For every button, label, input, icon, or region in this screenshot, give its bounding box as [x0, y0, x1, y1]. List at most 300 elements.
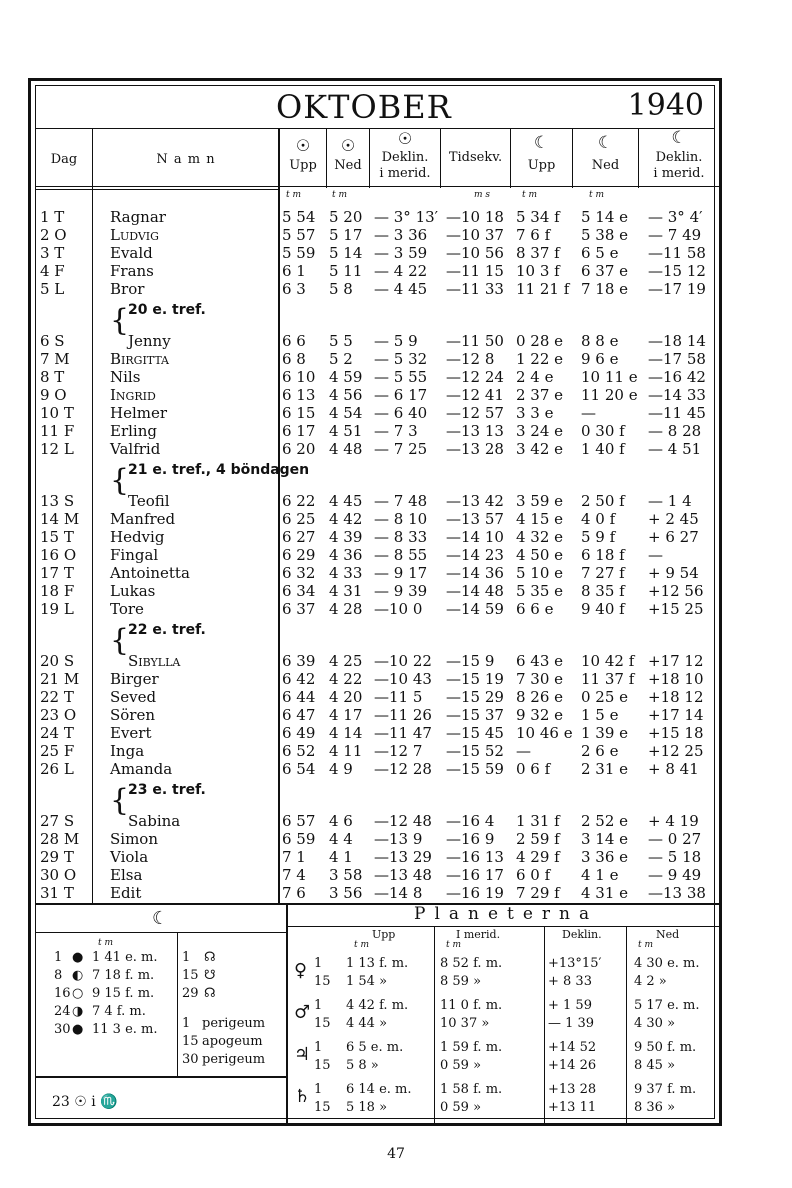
sun-declination: — 5 55 [374, 368, 428, 386]
col-moon-deklin: Deklin. [655, 150, 703, 165]
phase-date: 8 [54, 968, 63, 983]
day-label: 19 L [40, 600, 74, 618]
planet-date: 1 [314, 998, 323, 1013]
day-label: 11 F [40, 422, 75, 440]
calendar-inner [35, 85, 715, 1119]
moon-set: 3 14 e [581, 830, 629, 848]
sun-rise: 6 20 [282, 440, 316, 458]
sun-declination: — 6 40 [374, 404, 428, 422]
sun-declination: —13 9 [374, 830, 423, 848]
divider [36, 903, 720, 905]
day-row [36, 244, 720, 262]
moon-set: — [581, 404, 596, 422]
day-row [36, 440, 720, 458]
sun-declination: —13 48 [374, 866, 432, 884]
moon-declination: +15 18 [648, 724, 704, 742]
sun-set: 4 9 [329, 760, 353, 778]
node-icon: ☊ [204, 986, 216, 1001]
equation-of-time: —13 42 [446, 492, 504, 510]
name-of-day: Ingrid [110, 386, 156, 404]
divider [626, 926, 627, 1124]
day-row [36, 226, 720, 244]
sun-rise: 6 1 [282, 262, 306, 280]
moon-icon: ☾ [597, 133, 614, 153]
unit-label: t m [286, 190, 302, 200]
sun-declination: —12 7 [374, 742, 423, 760]
moon-declination: —15 12 [648, 262, 706, 280]
moon-phase-icon: ◑ [72, 1004, 84, 1019]
sun-rise: 6 29 [282, 546, 316, 564]
sun-rise: 6 17 [282, 422, 316, 440]
moon-declination: —11 45 [648, 404, 706, 422]
sun-set: 5 2 [329, 350, 353, 368]
day-label: 14 M [40, 510, 80, 528]
planet-declination: +14 52 [548, 1040, 597, 1055]
node-date: 15 [182, 968, 199, 983]
planet-meridian: 1 59 f. m. [440, 1040, 503, 1055]
sun-set: 5 8 [329, 280, 353, 298]
day-label: 4 F [40, 262, 65, 280]
day-label: 10 T [40, 404, 74, 422]
col-moon-deklin-merid: i merid. [653, 166, 705, 181]
moon-declination: — 4 51 [648, 440, 702, 458]
moon-rise: 11 21 f [516, 280, 570, 298]
name-of-day: Simon [110, 830, 158, 848]
moon-declination: + 4 19 [648, 812, 699, 830]
name-of-day: Frans [110, 262, 154, 280]
sun-rise: 7 1 [282, 848, 306, 866]
moon-rise: 3 59 e [516, 492, 564, 510]
sun-declination: — 8 10 [374, 510, 428, 528]
day-label: 8 T [40, 368, 65, 386]
equation-of-time: —16 9 [446, 830, 495, 848]
planet-date: 15 [314, 1016, 331, 1031]
unit-label: t m [332, 190, 348, 200]
planet-date: 1 [314, 956, 323, 971]
equation-of-time: —16 13 [446, 848, 504, 866]
moon-set: 9 40 f [581, 600, 625, 618]
equation-of-time: —12 41 [446, 386, 504, 404]
phase-date: 30 [54, 1022, 71, 1037]
day-row [36, 812, 720, 830]
moon-rise: 0 6 f [516, 760, 551, 778]
name-of-day: Birger [110, 670, 159, 688]
moon-set: 6 5 e [581, 244, 619, 262]
moon-icon: ☾ [152, 908, 169, 929]
day-row [36, 350, 720, 368]
col-tidsekv: Tidsekv. [448, 150, 503, 165]
moon-rise: 3 42 e [516, 440, 564, 458]
unit-label: t m [98, 938, 114, 948]
moon-set: 6 18 f [581, 546, 625, 564]
sun-declination: — 4 45 [374, 280, 428, 298]
equation-of-time: —10 18 [446, 208, 504, 226]
planet-declination: + 1 59 [548, 998, 592, 1013]
moon-declination: + 6 27 [648, 528, 699, 546]
name-of-day: Ragnar [110, 208, 166, 226]
moon-icon: ☾ [533, 133, 550, 153]
sun-set: 4 45 [329, 492, 363, 510]
sun-declination: —13 29 [374, 848, 432, 866]
planet-set: 5 17 e. m. [634, 998, 700, 1013]
moon-set: 5 38 e [581, 226, 629, 244]
sun-declination: — 8 55 [374, 546, 428, 564]
moon-declination: —14 33 [648, 386, 706, 404]
day-row [36, 510, 720, 528]
moon-set: 10 42 f [581, 652, 635, 670]
brace-glyph: { [110, 783, 130, 818]
day-label: 24 T [40, 724, 74, 742]
equation-of-time: —15 37 [446, 706, 504, 724]
phase-time: 9 15 f. m. [92, 986, 155, 1001]
unit-label: m s [474, 190, 491, 200]
moon-set: 7 18 e [581, 280, 629, 298]
moon-declination: —18 14 [648, 332, 706, 350]
sun-declination: — 3 36 [374, 226, 428, 244]
sun-set: 5 20 [329, 208, 363, 226]
sun-rise: 6 54 [282, 760, 316, 778]
brace-glyph: { [110, 623, 130, 658]
name-of-day: Viola [110, 848, 149, 866]
planet-rise: 6 5 e. m. [346, 1040, 404, 1055]
moon-rise: 6 6 e [516, 600, 554, 618]
sun-rise: 6 42 [282, 670, 316, 688]
sun-set: 4 56 [329, 386, 363, 404]
equation-of-time: —15 29 [446, 688, 504, 706]
sun-declination: —12 28 [374, 760, 432, 778]
name-of-day: Sibylla [128, 652, 181, 670]
moon-set: 4 31 e [581, 884, 629, 902]
moon-set: 1 5 e [581, 706, 619, 724]
name-of-day: Fingal [110, 546, 159, 564]
divider [36, 932, 286, 933]
sun-rise: 7 6 [282, 884, 306, 902]
moon-declination: + 9 54 [648, 564, 699, 582]
day-row [36, 546, 720, 564]
equation-of-time: —14 10 [446, 528, 504, 546]
sun-declination: —11 47 [374, 724, 432, 742]
name-of-day: Lukas [110, 582, 156, 600]
moon-rise: 2 37 e [516, 386, 564, 404]
sun-rise: 6 49 [282, 724, 316, 742]
moon-rise: 9 32 e [516, 706, 564, 724]
day-label: 21 M [40, 670, 80, 688]
moon-rise: 1 22 e [516, 350, 564, 368]
moon-set: 5 9 f [581, 528, 616, 546]
day-row [36, 262, 720, 280]
day-row [36, 760, 720, 778]
sun-set: 4 11 [329, 742, 363, 760]
name-of-day: Edit [110, 884, 142, 902]
day-label: 31 T [40, 884, 74, 902]
equation-of-time: —14 59 [446, 600, 504, 618]
col-dag: Dag [50, 152, 78, 167]
planet-set: 4 30 » [634, 1016, 676, 1031]
planet-rise: 5 8 » [346, 1058, 379, 1073]
unit-label: t m [638, 940, 654, 950]
equation-of-time: —11 50 [446, 332, 504, 350]
sun-rise: 6 22 [282, 492, 316, 510]
divider [286, 903, 288, 1124]
day-label: 26 L [40, 760, 74, 778]
brace-glyph: { [110, 303, 130, 338]
sun-rise: 6 59 [282, 830, 316, 848]
moon-declination: + 8 41 [648, 760, 699, 778]
distance-label: perigeum [202, 1016, 266, 1031]
brace-glyph: { [110, 463, 130, 498]
day-label: 2 O [40, 226, 67, 244]
name-of-day: Helmer [110, 404, 168, 422]
page-number: 47 [387, 1146, 405, 1162]
sun-rise: 6 10 [282, 368, 316, 386]
name-of-day: Hedvig [110, 528, 165, 546]
day-row [36, 866, 720, 884]
day-label: 17 T [40, 564, 74, 582]
sun-rise: 6 57 [282, 812, 316, 830]
sun-declination: —10 43 [374, 670, 432, 688]
sun-rise: 5 54 [282, 208, 316, 226]
sun-rise: 6 37 [282, 600, 316, 618]
phase-time: 11 3 e. m. [92, 1022, 158, 1037]
moon-set: 7 27 f [581, 564, 625, 582]
moon-declination: —17 58 [648, 350, 706, 368]
sun-set: 5 5 [329, 332, 353, 350]
name-of-day: Antoinetta [110, 564, 190, 582]
planet-rise: 6 14 e. m. [346, 1082, 412, 1097]
sign-entry: 23 ☉ i ♏ [52, 1094, 118, 1110]
planet-declination: + 8 33 [548, 974, 592, 989]
moon-declination: +17 12 [648, 652, 704, 670]
day-label: 30 O [40, 866, 77, 884]
planet-meridian: 8 59 » [440, 974, 482, 989]
node-icon: ☊ [204, 950, 216, 965]
planet-declination: +13°15′ [548, 956, 602, 971]
sun-set: 4 25 [329, 652, 363, 670]
equation-of-time: —15 19 [446, 670, 504, 688]
sun-rise: 6 27 [282, 528, 316, 546]
moon-set: 0 30 f [581, 422, 625, 440]
equation-of-time: —15 9 [446, 652, 495, 670]
equation-of-time: —14 23 [446, 546, 504, 564]
moon-rise: 8 26 e [516, 688, 564, 706]
moon-rise: 5 35 e [516, 582, 564, 600]
sun-rise: 6 39 [282, 652, 316, 670]
name-of-day: Ludvig [110, 226, 159, 244]
day-row [36, 848, 720, 866]
day-row [36, 404, 720, 422]
day-row [36, 582, 720, 600]
sun-set: 4 39 [329, 528, 363, 546]
sun-set: 4 51 [329, 422, 363, 440]
planet-meridian: 8 52 f. m. [440, 956, 503, 971]
moon-declination: — 5 18 [648, 848, 702, 866]
name-of-day: Bror [110, 280, 145, 298]
unit-label: t m [522, 190, 538, 200]
planet-icon: ♄ [294, 1086, 311, 1107]
day-label: 15 T [40, 528, 74, 546]
sun-declination: — 3° 13′ [374, 208, 439, 226]
sun-declination: — 6 17 [374, 386, 428, 404]
moon-declination: —11 58 [648, 244, 706, 262]
day-label: 20 S [40, 652, 75, 670]
moon-phase-icon: ○ [72, 986, 84, 1001]
moon-rise: 4 15 e [516, 510, 564, 528]
sun-rise: 6 6 [282, 332, 306, 350]
col-sun-ned: Ned [334, 158, 362, 173]
distance-label: perigeum [202, 1052, 266, 1067]
planet-date: 15 [314, 974, 331, 989]
sun-rise: 6 3 [282, 280, 306, 298]
moon-set: 8 8 e [581, 332, 619, 350]
moon-rise: 10 3 f [516, 262, 560, 280]
node-date: 1 [182, 950, 191, 965]
sun-set: 4 17 [329, 706, 363, 724]
divider [177, 932, 178, 1076]
sun-set: 4 28 [329, 600, 363, 618]
name-of-day: Tore [110, 600, 144, 618]
moon-declination: +17 14 [648, 706, 704, 724]
sun-set: 4 31 [329, 582, 363, 600]
moon-declination: —16 42 [648, 368, 706, 386]
sun-declination: — 8 33 [374, 528, 428, 546]
moon-rise: 4 50 e [516, 546, 564, 564]
day-row [36, 724, 720, 742]
planet-set: 4 30 e. m. [634, 956, 700, 971]
day-row [36, 422, 720, 440]
phase-time: 7 4 f. m. [92, 1004, 146, 1019]
name-of-day: Teofil [128, 492, 170, 510]
sun-icon: ☉ [295, 136, 311, 155]
planet-set: 9 37 f. m. [634, 1082, 697, 1097]
name-of-day: Manfred [110, 510, 176, 528]
planet-declination: +13 11 [548, 1100, 597, 1115]
moon-phase-icon: ● [72, 950, 84, 965]
year-title: 1940 [627, 88, 704, 123]
moon-declination: +18 10 [648, 670, 704, 688]
planet-set: 8 36 » [634, 1100, 676, 1115]
col-moon-ned: Ned [591, 158, 620, 173]
sun-declination: —10 0 [374, 600, 423, 618]
sun-declination: — 4 22 [374, 262, 428, 280]
day-label: 18 F [40, 582, 75, 600]
phase-time: 1 41 e. m. [92, 950, 158, 965]
sun-set: 4 36 [329, 546, 363, 564]
col-namn: N a m n [156, 152, 216, 167]
equation-of-time: —13 28 [446, 440, 504, 458]
moon-declination: +12 25 [648, 742, 704, 760]
name-of-day: Birgitta [110, 350, 170, 368]
day-label: 23 O [40, 706, 77, 724]
moon-rise: 7 6 f [516, 226, 551, 244]
day-row [36, 368, 720, 386]
sun-declination: — 5 32 [374, 350, 428, 368]
sun-rise: 6 44 [282, 688, 316, 706]
sun-rise: 6 32 [282, 564, 316, 582]
planet-meridian: 0 59 » [440, 1058, 482, 1073]
sun-set: 4 33 [329, 564, 363, 582]
node-date: 29 [182, 986, 199, 1001]
sunday-label: 21 e. tref., 4 böndagen [128, 462, 310, 478]
sun-set: 4 59 [329, 368, 363, 386]
sun-rise: 6 52 [282, 742, 316, 760]
sun-declination: — 9 17 [374, 564, 428, 582]
planet-rise: 4 44 » [346, 1016, 388, 1031]
day-label: 3 T [40, 244, 65, 262]
moon-declination: +18 12 [648, 688, 704, 706]
day-row [36, 670, 720, 688]
day-label: 27 S [40, 812, 75, 830]
moon-set: 4 1 e [581, 866, 619, 884]
sun-rise: 6 8 [282, 350, 306, 368]
moon-declination: — 3° 4′ [648, 208, 703, 226]
moon-rise: 4 29 f [516, 848, 560, 866]
moon-set: 6 37 e [581, 262, 629, 280]
title-bar [36, 86, 714, 129]
planet-set: 4 2 » [634, 974, 667, 989]
equation-of-time: —11 33 [446, 280, 504, 298]
phase-date: 24 [54, 1004, 71, 1019]
planet-declination: +13 28 [548, 1082, 597, 1097]
moon-rise: 2 59 f [516, 830, 560, 848]
sun-set: 4 22 [329, 670, 363, 688]
moon-declination: —17 19 [648, 280, 706, 298]
day-row [36, 706, 720, 724]
planet-rise: 1 54 » [346, 974, 388, 989]
day-row [36, 492, 720, 510]
day-label: 1 T [40, 208, 65, 226]
equation-of-time: —12 57 [446, 404, 504, 422]
moon-rise: 3 3 e [516, 404, 554, 422]
day-label: 5 L [40, 280, 65, 298]
day-row [36, 742, 720, 760]
planet-set: 8 45 » [634, 1058, 676, 1073]
planet-rise: 1 13 f. m. [346, 956, 409, 971]
day-row [36, 830, 720, 848]
sun-declination: — 3 59 [374, 244, 428, 262]
day-row [36, 652, 720, 670]
sun-set: 4 14 [329, 724, 363, 742]
phase-date: 1 [54, 950, 63, 965]
sun-set: 4 1 [329, 848, 353, 866]
moon-declination: — 1 4 [648, 492, 692, 510]
moon-set: 11 37 f [581, 670, 635, 688]
divider [434, 926, 435, 1124]
sun-declination: — 5 9 [374, 332, 418, 350]
equation-of-time: —15 45 [446, 724, 504, 742]
sun-declination: — 7 3 [374, 422, 418, 440]
day-label: 6 S [40, 332, 65, 350]
col-sun-upp: Upp [289, 158, 317, 173]
day-row [36, 564, 720, 582]
moon-set: 1 39 e [581, 724, 629, 742]
planet-icon: ♃ [294, 1044, 311, 1065]
equation-of-time: —11 15 [446, 262, 504, 280]
calendar-frame [28, 78, 722, 1126]
equation-of-time: —10 37 [446, 226, 504, 244]
moon-set: 4 0 f [581, 510, 616, 528]
moon-set: 5 14 e [581, 208, 629, 226]
sun-set: 4 20 [329, 688, 363, 706]
sun-rise: 6 34 [282, 582, 316, 600]
phase-time: 7 18 f. m. [92, 968, 155, 983]
name-of-day: Nils [110, 368, 141, 386]
moon-phase-icon: ● [72, 1022, 84, 1037]
moon-set: 2 52 e [581, 812, 629, 830]
equation-of-time: —15 52 [446, 742, 504, 760]
planet-meridian: 10 37 » [440, 1016, 490, 1031]
planet-meridian: 11 0 f. m. [440, 998, 503, 1013]
sun-set: 3 58 [329, 866, 363, 884]
